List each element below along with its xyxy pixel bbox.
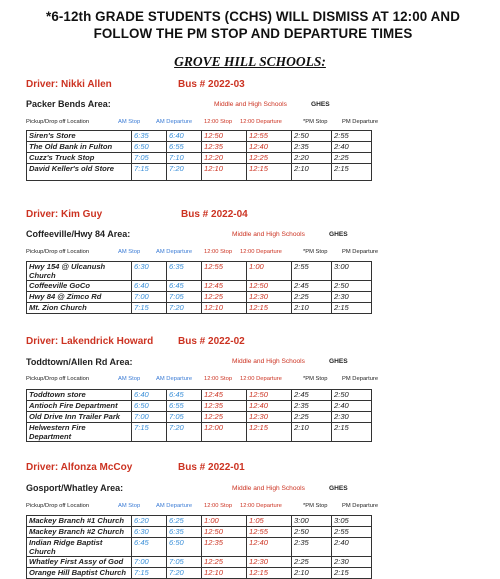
driver-name: Driver: Alfonza McCoy <box>26 462 133 473</box>
column-header-noon-stop: 12:00 Stop <box>204 376 233 382</box>
cell-am-stop: 6:40 <box>132 281 167 292</box>
cell-pm-dep: 2:30 <box>332 292 372 303</box>
cell-noon-stop: 12:50 <box>202 527 247 538</box>
cell-pm-dep: 2:55 <box>332 131 372 142</box>
cell-noon-stop: 12:45 <box>202 390 247 401</box>
area-name: Toddtown/Allen Rd Area: <box>26 357 133 367</box>
table-row <box>27 527 372 538</box>
column-header-am-departure: AM Departure <box>156 119 193 125</box>
driver-name: Driver: Nikki Allen <box>26 79 112 90</box>
column-header-pm-departure: PM Departure <box>342 503 379 509</box>
column-header-pm-stop: *PM Stop <box>303 503 328 509</box>
bus-number: Bus # 2022-01 <box>178 462 245 473</box>
cell-am-dep: 6:55 <box>167 142 202 153</box>
column-header-location: Pickup/Drop off Location <box>26 249 90 255</box>
cell-pm-stop: 2:20 <box>292 153 332 164</box>
cell-noon-dep: 1:00 <box>247 262 292 281</box>
cell-pm-stop: 2:10 <box>292 303 332 314</box>
driver-name: Driver: Kim Guy <box>26 209 103 220</box>
cell-noon-dep: 12:30 <box>247 292 292 303</box>
cell-noon-dep: 12:40 <box>247 401 292 412</box>
cell-am-dep: 6:45 <box>167 390 202 401</box>
cell-noon-stop: 12:25 <box>202 292 247 303</box>
cell-pm-stop: 3:00 <box>292 516 332 527</box>
cell-location: David Keller's old Store <box>27 164 132 181</box>
cell-am-stop: 7:15 <box>132 568 167 579</box>
column-header-pm-departure: PM Departure <box>342 119 379 125</box>
schools-label: Middle and High Schools <box>232 485 305 492</box>
area-name: Packer Bends Area: <box>26 99 111 109</box>
cell-am-dep: 7:20 <box>167 568 202 579</box>
cell-pm-dep: 2:30 <box>332 412 372 423</box>
cell-location: Mt. Zion Church <box>27 303 132 314</box>
cell-noon-stop: 12:45 <box>202 281 247 292</box>
cell-noon-stop: 1:00 <box>202 516 247 527</box>
cell-noon-stop: 12:35 <box>202 538 247 557</box>
cell-pm-stop: 2:25 <box>292 412 332 423</box>
cell-location: Antioch Fire Department <box>27 401 132 412</box>
cell-am-dep: 7:20 <box>167 164 202 181</box>
notice-line-2: FOLLOW THE PM STOP AND DEPARTURE TIMES <box>93 26 413 41</box>
cell-pm-stop: 2:50 <box>292 131 332 142</box>
cell-pm-stop: 2:35 <box>292 538 332 557</box>
table-row <box>27 423 372 442</box>
cell-location: Indian Ridge Baptist Church <box>27 538 132 557</box>
cell-noon-stop: 12:10 <box>202 568 247 579</box>
cell-noon-dep: 1:05 <box>247 516 292 527</box>
cell-noon-dep: 12:15 <box>247 423 292 442</box>
cell-location: Cuzz's Truck Stop <box>27 153 132 164</box>
column-header-am-stop: AM Stop <box>118 249 141 255</box>
cell-noon-dep: 12:30 <box>247 412 292 423</box>
cell-am-stop: 6:20 <box>132 516 167 527</box>
cell-am-dep: 6:55 <box>167 401 202 412</box>
cell-pm-dep: 2:25 <box>332 153 372 164</box>
schools-label: Middle and High Schools <box>232 358 305 365</box>
column-header-pm-departure: PM Departure <box>342 249 379 255</box>
column-header-pm-stop: *PM Stop <box>303 119 328 125</box>
cell-am-dep: 7:20 <box>167 423 202 442</box>
cell-noon-stop: 12:55 <box>202 262 247 281</box>
cell-pm-stop: 2:35 <box>292 401 332 412</box>
column-header-am-stop: AM Stop <box>118 119 141 125</box>
table-row <box>27 281 372 292</box>
area-name: Gosport/Whatley Area: <box>26 483 124 493</box>
column-header-noon-departure: 12:00 Departure <box>240 119 282 125</box>
cell-am-stop: 6:45 <box>132 538 167 557</box>
cell-noon-dep: 12:15 <box>247 303 292 314</box>
cell-pm-dep: 3:00 <box>332 262 372 281</box>
cell-am-stop: 7:00 <box>132 557 167 568</box>
cell-pm-dep: 2:30 <box>332 557 372 568</box>
notice-line-1: *6-12th GRADE STUDENTS (CCHS) WILL DISMISS AT 12:00 AND <box>46 9 460 24</box>
cell-pm-dep: 2:15 <box>332 568 372 579</box>
table-row <box>27 538 372 557</box>
ghes-label: GHES <box>329 231 348 238</box>
cell-pm-dep: 2:40 <box>332 401 372 412</box>
cell-noon-dep: 12:50 <box>247 281 292 292</box>
column-header-noon-stop: 12:00 Stop <box>204 249 233 255</box>
column-header-noon-stop: 12:00 Stop <box>204 503 233 509</box>
driver-name: Driver: Lakendrick Howard <box>26 336 154 347</box>
cell-noon-stop: 12:35 <box>202 401 247 412</box>
cell-location: Orange Hill Baptist Church <box>27 568 132 579</box>
cell-am-dep: 7:05 <box>167 557 202 568</box>
column-header-am-departure: AM Departure <box>156 503 193 509</box>
cell-am-stop: 6:40 <box>132 390 167 401</box>
table-row <box>27 401 372 412</box>
cell-pm-stop: 2:45 <box>292 281 332 292</box>
column-header-pm-stop: *PM Stop <box>303 376 328 382</box>
schedule-table <box>26 261 372 314</box>
ghes-label: GHES <box>311 101 330 108</box>
cell-noon-stop: 12:00 <box>202 423 247 442</box>
dismissal-notice <box>18 8 488 42</box>
table-row <box>27 516 372 527</box>
table-row <box>27 292 372 303</box>
column-header-am-stop: AM Stop <box>118 503 141 509</box>
cell-pm-dep: 3:05 <box>332 516 372 527</box>
cell-am-dep: 6:40 <box>167 131 202 142</box>
cell-noon-dep: 12:15 <box>247 568 292 579</box>
cell-location: Hwy 154 @ Ulcanush Church <box>27 262 132 281</box>
school-title: GROVE HILL SCHOOLS: <box>174 54 326 69</box>
cell-location: Siren's Store <box>27 131 132 142</box>
cell-pm-stop: 2:45 <box>292 390 332 401</box>
cell-noon-stop: 12:10 <box>202 164 247 181</box>
cell-location: Toddtown store <box>27 390 132 401</box>
cell-am-dep: 6:50 <box>167 538 202 557</box>
cell-pm-dep: 2:55 <box>332 527 372 538</box>
cell-noon-stop: 12:20 <box>202 153 247 164</box>
cell-am-stop: 6:30 <box>132 262 167 281</box>
table-row <box>27 412 372 423</box>
cell-am-stop: 6:50 <box>132 401 167 412</box>
cell-am-dep: 7:20 <box>167 303 202 314</box>
table-row <box>27 153 372 164</box>
cell-noon-stop: 12:25 <box>202 557 247 568</box>
schedule-table <box>26 130 372 181</box>
cell-am-stop: 7:15 <box>132 423 167 442</box>
cell-pm-stop: 2:10 <box>292 164 332 181</box>
cell-location: Hwy 84 @ Zimco Rd <box>27 292 132 303</box>
cell-noon-stop: 12:10 <box>202 303 247 314</box>
cell-pm-stop: 2:10 <box>292 423 332 442</box>
bus-number: Bus # 2022-02 <box>178 336 245 347</box>
cell-am-stop: 7:05 <box>132 153 167 164</box>
bus-number: Bus # 2022-03 <box>178 79 245 90</box>
cell-pm-stop: 2:25 <box>292 292 332 303</box>
column-header-location: Pickup/Drop off Location <box>26 503 90 509</box>
table-row <box>27 131 372 142</box>
column-header-am-stop: AM Stop <box>118 376 141 382</box>
table-row <box>27 303 372 314</box>
cell-pm-dep: 2:40 <box>332 142 372 153</box>
column-header-location: Pickup/Drop off Location <box>26 376 90 382</box>
cell-am-stop: 6:50 <box>132 142 167 153</box>
cell-pm-stop: 2:25 <box>292 557 332 568</box>
cell-am-dep: 7:10 <box>167 153 202 164</box>
cell-am-dep: 7:05 <box>167 292 202 303</box>
column-header-noon-stop: 12:00 Stop <box>204 119 233 125</box>
column-header-location: Pickup/Drop off Location <box>26 119 90 125</box>
cell-noon-dep: 12:40 <box>247 142 292 153</box>
schedule-table <box>26 389 372 442</box>
cell-am-stop: 6:30 <box>132 527 167 538</box>
cell-pm-stop: 2:50 <box>292 527 332 538</box>
cell-pm-dep: 2:15 <box>332 164 372 181</box>
ghes-label: GHES <box>329 485 348 492</box>
table-row <box>27 142 372 153</box>
table-row <box>27 557 372 568</box>
cell-pm-dep: 2:50 <box>332 390 372 401</box>
cell-pm-dep: 2:15 <box>332 423 372 442</box>
cell-location: Helwestern Fire Department <box>27 423 132 442</box>
cell-am-stop: 7:00 <box>132 412 167 423</box>
column-header-noon-departure: 12:00 Departure <box>240 376 282 382</box>
schools-label: Middle and High Schools <box>232 231 305 238</box>
cell-location: Mackey Branch #1 Church <box>27 516 132 527</box>
cell-am-dep: 6:25 <box>167 516 202 527</box>
cell-pm-stop: 2:35 <box>292 142 332 153</box>
schools-label: Middle and High Schools <box>214 101 287 108</box>
cell-noon-dep: 12:25 <box>247 153 292 164</box>
cell-noon-dep: 12:50 <box>247 390 292 401</box>
cell-pm-dep: 2:40 <box>332 538 372 557</box>
cell-noon-stop: 12:50 <box>202 131 247 142</box>
column-header-noon-departure: 12:00 Departure <box>240 249 282 255</box>
ghes-label: GHES <box>329 358 348 365</box>
column-header-am-departure: AM Departure <box>156 249 193 255</box>
cell-location: Mackey Branch #2 Church <box>27 527 132 538</box>
table-row <box>27 390 372 401</box>
cell-noon-dep: 12:15 <box>247 164 292 181</box>
cell-location: Old Drive Inn Trailer Park <box>27 412 132 423</box>
cell-noon-stop: 12:35 <box>202 142 247 153</box>
column-header-pm-stop: *PM Stop <box>303 249 328 255</box>
table-row <box>27 568 372 579</box>
cell-pm-dep: 2:15 <box>332 303 372 314</box>
cell-noon-dep: 12:30 <box>247 557 292 568</box>
cell-noon-dep: 12:40 <box>247 538 292 557</box>
table-row <box>27 164 372 181</box>
column-header-pm-departure: PM Departure <box>342 376 379 382</box>
cell-am-stop: 6:35 <box>132 131 167 142</box>
column-header-am-departure: AM Departure <box>156 376 193 382</box>
cell-noon-dep: 12:55 <box>247 131 292 142</box>
cell-am-dep: 6:35 <box>167 527 202 538</box>
cell-noon-dep: 12:55 <box>247 527 292 538</box>
column-header-noon-departure: 12:00 Departure <box>240 503 282 509</box>
bus-number: Bus # 2022-04 <box>181 209 248 220</box>
area-name: Coffeeville/Hwy 84 Area: <box>26 229 131 239</box>
cell-pm-dep: 2:50 <box>332 281 372 292</box>
schedule-table <box>26 515 372 579</box>
cell-am-stop: 7:00 <box>132 292 167 303</box>
cell-pm-stop: 2:55 <box>292 262 332 281</box>
cell-location: Coffeeville GoCo <box>27 281 132 292</box>
cell-location: The Old Bank in Fulton <box>27 142 132 153</box>
cell-am-stop: 7:15 <box>132 164 167 181</box>
cell-am-dep: 7:05 <box>167 412 202 423</box>
cell-am-dep: 6:35 <box>167 262 202 281</box>
table-row <box>27 262 372 281</box>
cell-noon-stop: 12:25 <box>202 412 247 423</box>
cell-am-dep: 6:45 <box>167 281 202 292</box>
cell-am-stop: 7:15 <box>132 303 167 314</box>
cell-pm-stop: 2:10 <box>292 568 332 579</box>
cell-location: Whatley First Assy of God <box>27 557 132 568</box>
